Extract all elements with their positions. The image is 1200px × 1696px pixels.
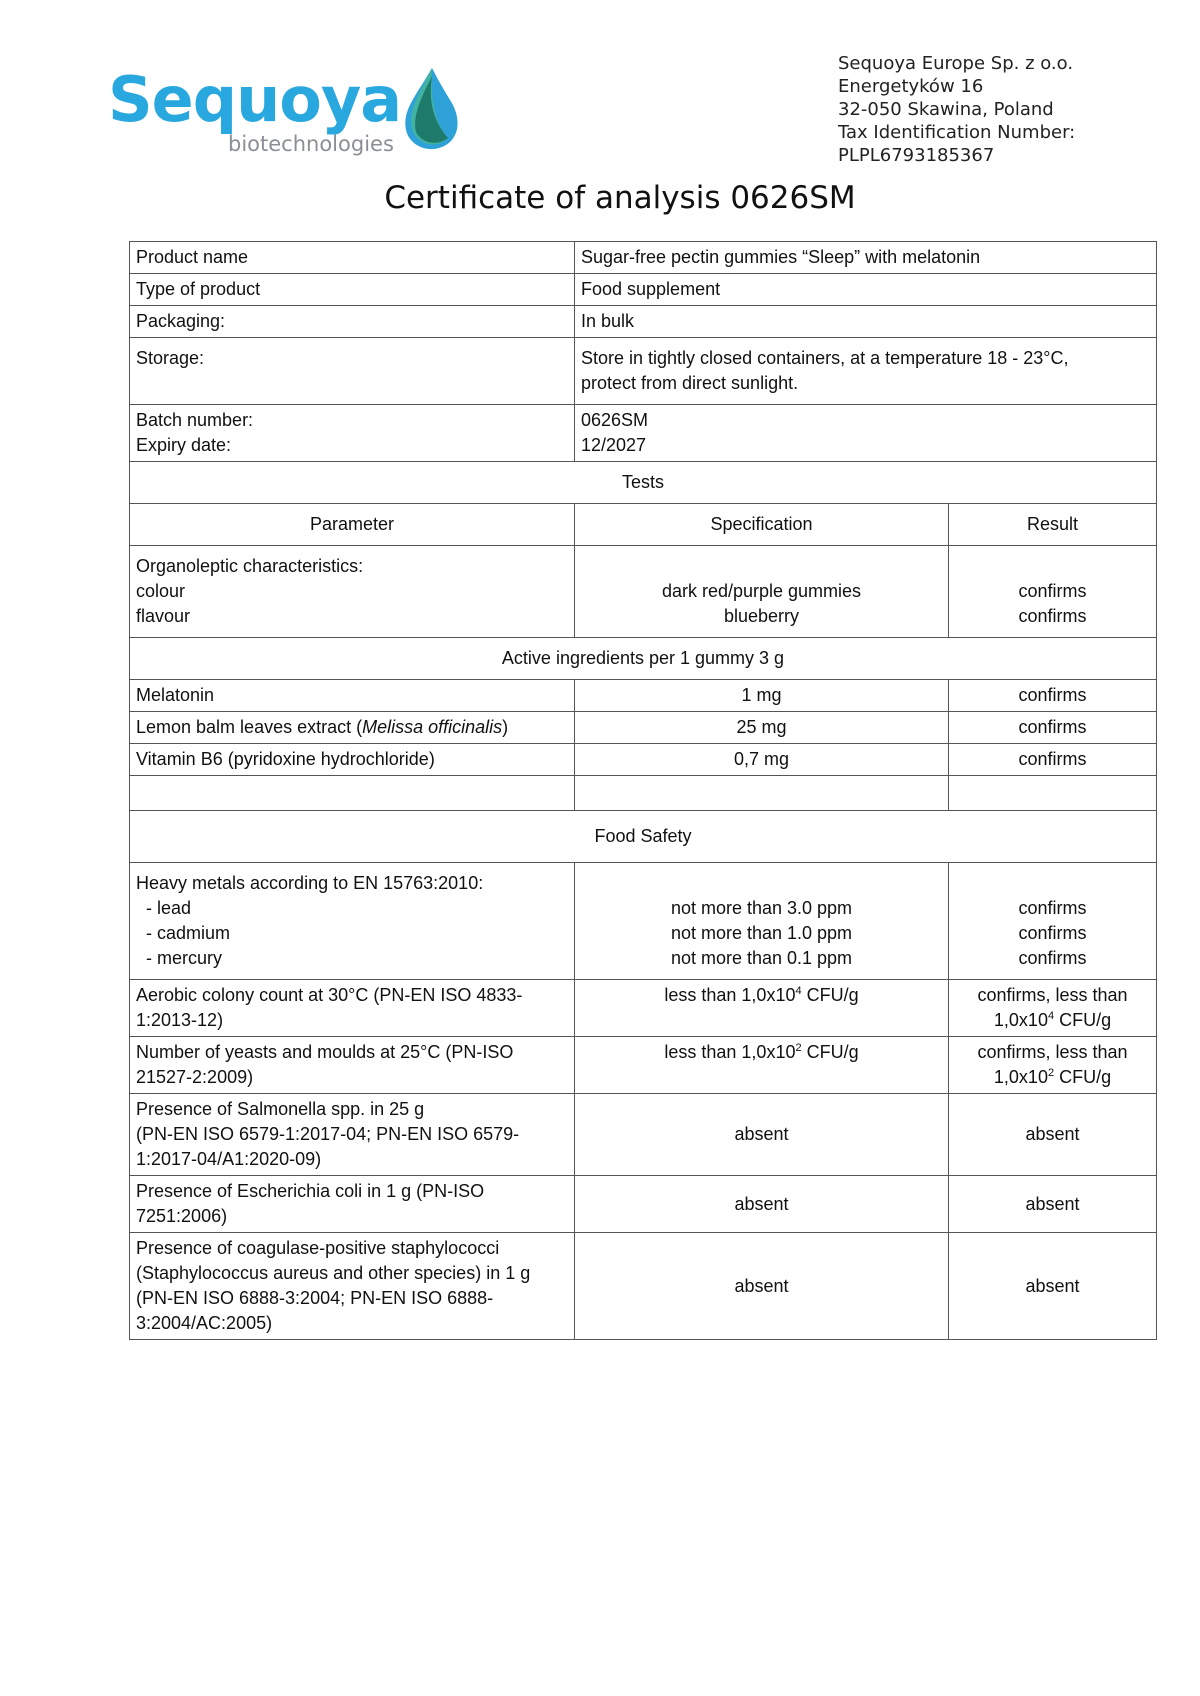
- logo-wordmark: Sequoya: [108, 63, 402, 136]
- active-result: confirms: [949, 680, 1157, 712]
- storage-value: Store in tightly closed containers, at a temperature 18 - 23°C, protect from direct sunlight.: [575, 338, 1157, 405]
- ecoli-result: absent: [949, 1176, 1157, 1233]
- table-row: [130, 242, 1157, 274]
- heavy-metals-result: confirms confirms confirms: [949, 863, 1157, 980]
- organoleptic-result: confirms confirms: [949, 546, 1157, 638]
- table-row: [130, 1176, 1157, 1233]
- table-row: [130, 1037, 1157, 1094]
- salmonella-param: Presence of Salmonella spp. in 25 g (PN-EN ISO 6579-1:2017-04; PN-EN ISO 6579- 1:2017-04/A1:2020-09): [130, 1094, 575, 1176]
- company-name: Sequoya Europe Sp. z o.o.: [838, 53, 1074, 74]
- empty-cell: [130, 776, 575, 811]
- staph-param: Presence of coagulase-positive staphylococci (Staphylococcus aureus and other species) in 1 g (PN-EN ISO 6888-3:2004; PN-EN ISO 6888- 3:2004/AC:2005): [130, 1233, 575, 1340]
- active-spec: 0,7 mg: [575, 744, 949, 776]
- table-row: [130, 405, 1157, 462]
- salmonella-result: absent: [949, 1094, 1157, 1176]
- tests-section-title: Tests: [130, 462, 1157, 504]
- section-header-row: [130, 811, 1157, 863]
- ecoli-spec: absent: [575, 1176, 949, 1233]
- aerobic-result: confirms, less than $1,0x10^4$ CFU/g: [949, 980, 1157, 1037]
- batch-value: 0626SM: [581, 410, 649, 430]
- product-type-value: Food supplement: [575, 274, 1157, 306]
- table-row: [130, 274, 1157, 306]
- empty-cell: [575, 776, 949, 811]
- batch-expiry-labels: [130, 405, 575, 462]
- yeasts-param: Number of yeasts and moulds at 25°C (PN-ISO 21527-2:2009): [130, 1037, 575, 1094]
- storage-label: Storage:: [130, 338, 575, 405]
- staph-spec: absent: [575, 1233, 949, 1340]
- analysis-table: [129, 241, 1157, 1340]
- logo-subtitle: biotechnologies: [228, 132, 394, 156]
- active-param: Melatonin: [130, 680, 575, 712]
- column-header-row: [130, 504, 1157, 546]
- table-row: [130, 306, 1157, 338]
- table-row: [130, 863, 1157, 980]
- safety-section-title: Food Safety: [130, 811, 1157, 863]
- tax-label: Tax Identification Number:: [838, 122, 1076, 143]
- section-header-row: [130, 638, 1157, 680]
- expiry-value: 12/2027: [581, 435, 647, 455]
- packaging-value: In bulk: [575, 306, 1157, 338]
- active-param: Lemon balm leaves extract (Melissa officinalis): [130, 712, 575, 744]
- active-result: confirms: [949, 712, 1157, 744]
- heavy-metals-param: Heavy metals according to EN 15763:2010: - lead - cadmium - mercury: [130, 863, 575, 980]
- heavy-metals-spec: not more than 3.0 ppm not more than 1.0 ppm not more than 0.1 ppm: [575, 863, 949, 980]
- header-result: Result: [949, 504, 1157, 546]
- organoleptic-param: Organoleptic characteristics: colour flavour: [130, 546, 575, 638]
- active-section-title: Active ingredients per 1 gummy 3 g: [130, 638, 1157, 680]
- leaf-drop-icon: [398, 66, 462, 156]
- expiry-label: Expiry date:: [136, 435, 232, 455]
- table-row: [130, 744, 1157, 776]
- header-specification: Specification: [575, 504, 949, 546]
- organoleptic-spec: dark red/purple gummies blueberry: [575, 546, 949, 638]
- product-name-label: Product name: [130, 242, 575, 274]
- company-logo: [108, 62, 468, 162]
- salmonella-spec: absent: [575, 1094, 949, 1176]
- batch-label: Batch number:: [136, 410, 254, 430]
- product-name-value: Sugar-free pectin gummies “Sleep” with melatonin: [575, 242, 1157, 274]
- page-title: Certificate of analysis 0626SM: [384, 180, 856, 216]
- active-spec: 25 mg: [575, 712, 949, 744]
- table-row: [130, 1233, 1157, 1340]
- table-row: [130, 980, 1157, 1037]
- table-row: [130, 546, 1157, 638]
- header-parameter: Parameter: [130, 504, 575, 546]
- company-address: [838, 52, 1178, 167]
- ecoli-param: Presence of Escherichia coli in 1 g (PN-ISO 7251:2006): [130, 1176, 575, 1233]
- active-param: Vitamin B6 (pyridoxine hydrochloride): [130, 744, 575, 776]
- packaging-label: Packaging:: [130, 306, 575, 338]
- active-result: confirms: [949, 744, 1157, 776]
- tax-number: PLPL6793185367: [838, 145, 995, 166]
- table-row: [130, 712, 1157, 744]
- active-spec: 1 mg: [575, 680, 949, 712]
- yeasts-spec: less than $1,0x10^2$ CFU/g: [575, 1037, 949, 1094]
- product-type-label: Type of product: [130, 274, 575, 306]
- empty-cell: [949, 776, 1157, 811]
- table-row: [130, 680, 1157, 712]
- table-row: [130, 1094, 1157, 1176]
- batch-expiry-values: [575, 405, 1157, 462]
- section-header-row: [130, 462, 1157, 504]
- aerobic-param: Aerobic colony count at 30°C (PN-EN ISO 4833- 1:2013-12): [130, 980, 575, 1037]
- company-city: 32-050 Skawina, Poland: [838, 99, 1054, 120]
- yeasts-result: confirms, less than $1,0x10^2$ CFU/g: [949, 1037, 1157, 1094]
- empty-row: [130, 776, 1157, 811]
- table-row: [130, 338, 1157, 405]
- aerobic-spec: less than $1,0x10^4$ CFU/g: [575, 980, 949, 1037]
- company-street: Energetyków 16: [838, 76, 984, 97]
- staph-result: absent: [949, 1233, 1157, 1340]
